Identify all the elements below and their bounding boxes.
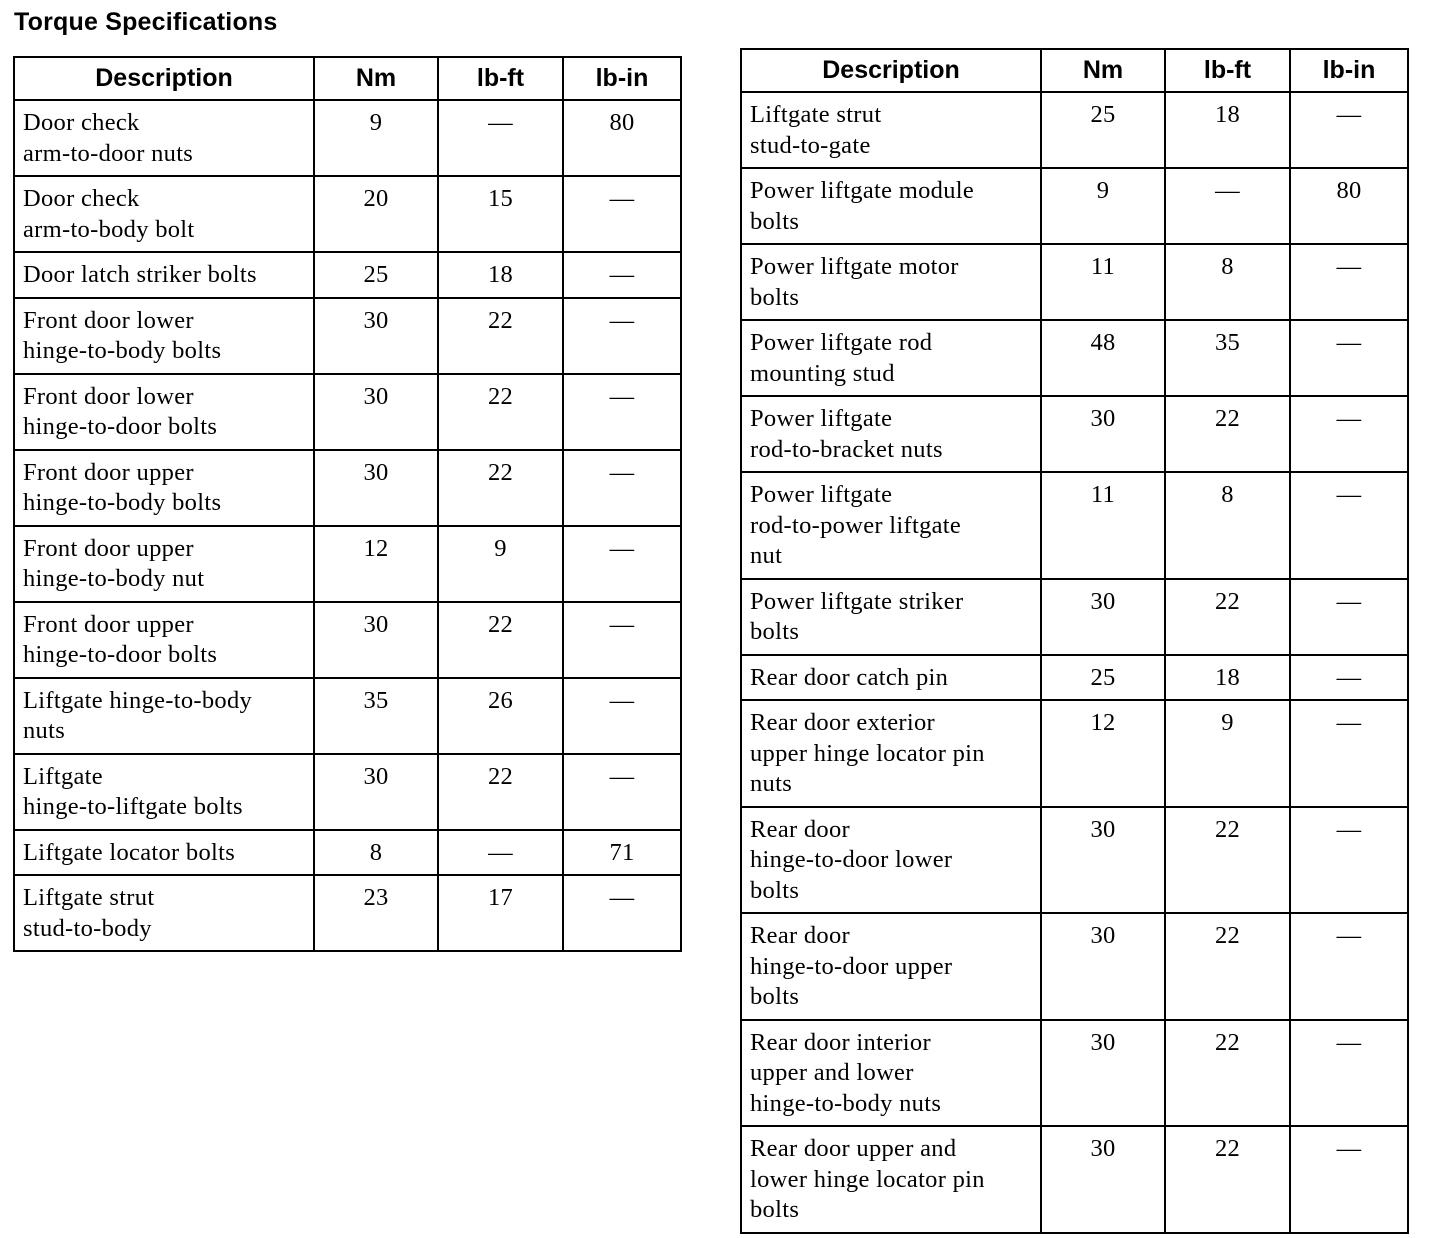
lbft-cell: 18: [1165, 655, 1290, 701]
nm-cell: 12: [314, 526, 438, 602]
table-row: [14, 754, 681, 830]
table-row: [14, 526, 681, 602]
lbin-cell: 80: [1290, 168, 1408, 244]
column-header-lbft: lb-ft: [1165, 49, 1290, 92]
lbin-cell: —: [1290, 807, 1408, 914]
lbft-cell: 22: [1165, 579, 1290, 655]
lbft-cell: 15: [438, 176, 563, 252]
lbin-cell: 71: [563, 830, 681, 876]
lbin-cell: —: [563, 526, 681, 602]
description-line: bolts: [750, 876, 800, 904]
description-cell: [14, 100, 314, 176]
description-line: hinge-to-body bolts: [23, 489, 222, 516]
description-line: bolts: [750, 983, 800, 1010]
column-header-description: Description: [14, 57, 314, 100]
description-line: Power liftgate module: [750, 177, 975, 204]
lbin-cell: —: [1290, 1126, 1408, 1233]
nm-cell: 11: [1041, 244, 1165, 320]
description-line: hinge-to-body bolts: [23, 337, 222, 364]
description-line: bolts: [750, 207, 800, 235]
description-cell: [741, 244, 1041, 320]
nm-cell: 25: [1041, 655, 1165, 701]
lbft-cell: 22: [438, 450, 563, 526]
nm-cell: 8: [314, 830, 438, 876]
description-line: Liftgate: [23, 762, 103, 790]
torque-table-right: [740, 48, 1409, 1234]
description-cell: [14, 754, 314, 830]
description-cell: [741, 320, 1041, 396]
table-header-row: [741, 49, 1408, 92]
lbin-cell: —: [1290, 472, 1408, 579]
table-row: [741, 579, 1408, 655]
torque-table-left: [13, 56, 682, 952]
lbft-cell: 22: [1165, 396, 1290, 472]
table-row: [14, 252, 681, 298]
description-line: hinge-to-body nuts: [750, 1089, 942, 1117]
lbin-cell: —: [1290, 655, 1408, 701]
description-line: Rear door catch pin: [750, 663, 949, 691]
lbin-cell: 80: [563, 100, 681, 176]
description-cell: [14, 830, 314, 876]
column-header-nm: Nm: [1041, 49, 1165, 92]
lbft-cell: 22: [1165, 807, 1290, 914]
description-line: Door check: [23, 109, 140, 136]
nm-cell: 20: [314, 176, 438, 252]
description-line: Front door lower: [23, 306, 194, 334]
description-line: hinge-to-door bolts: [23, 413, 218, 440]
description-line: Power liftgate: [750, 481, 893, 508]
description-line: nuts: [23, 717, 66, 744]
lbft-cell: 22: [1165, 1020, 1290, 1127]
nm-cell: 35: [314, 678, 438, 754]
description-line: Front door upper: [23, 458, 194, 486]
nm-cell: 30: [1041, 1126, 1165, 1233]
lbft-cell: 8: [1165, 472, 1290, 579]
column-header-lbft: lb-ft: [438, 57, 563, 100]
nm-cell: 30: [314, 754, 438, 830]
lbft-cell: 22: [1165, 1126, 1290, 1233]
lbft-cell: 26: [438, 678, 563, 754]
description-line: hinge-to-liftgate bolts: [23, 793, 243, 820]
lbin-cell: —: [563, 754, 681, 830]
lbin-cell: —: [563, 602, 681, 678]
description-cell: [741, 579, 1041, 655]
table-row: [14, 298, 681, 374]
description-cell: [741, 168, 1041, 244]
lbin-cell: —: [1290, 320, 1408, 396]
description-cell: [14, 374, 314, 450]
description-cell: [14, 678, 314, 754]
description-line: bolts: [750, 1196, 800, 1223]
lbft-cell: 22: [438, 602, 563, 678]
nm-cell: 30: [1041, 807, 1165, 914]
nm-cell: 25: [1041, 92, 1165, 168]
nm-cell: 30: [314, 374, 438, 450]
nm-cell: 12: [1041, 700, 1165, 807]
description-line: hinge-to-door upper: [750, 952, 953, 980]
description-cell: [14, 176, 314, 252]
description-line: rod-to-bracket nuts: [750, 435, 943, 463]
description-cell: [14, 526, 314, 602]
description-line: upper hinge locator pin: [750, 739, 985, 767]
table-row: [14, 678, 681, 754]
description-line: hinge-to-door lower: [750, 846, 953, 873]
lbft-cell: 22: [1165, 913, 1290, 1020]
description-line: nut: [750, 542, 783, 569]
table-row: [741, 1020, 1408, 1127]
nm-cell: 30: [1041, 913, 1165, 1020]
description-cell: [14, 602, 314, 678]
description-line: bolts: [750, 618, 800, 645]
table-row: [741, 320, 1408, 396]
description-line: Front door upper: [23, 610, 194, 638]
description-cell: [741, 472, 1041, 579]
table-row: [741, 913, 1408, 1020]
column-header-description: Description: [741, 49, 1041, 92]
description-line: Door latch striker bolts: [23, 261, 257, 288]
description-cell: [741, 655, 1041, 701]
table-body: [741, 92, 1408, 1233]
description-line: Front door lower: [23, 382, 194, 410]
description-line: hinge-to-body nut: [23, 565, 205, 592]
table-row: [741, 807, 1408, 914]
table-row: [14, 176, 681, 252]
nm-cell: 23: [314, 875, 438, 951]
lbin-cell: —: [563, 252, 681, 298]
table-header-row: [14, 57, 681, 100]
description-line: stud-to-body: [23, 914, 152, 942]
description-line: Front door upper: [23, 534, 194, 562]
nm-cell: 11: [1041, 472, 1165, 579]
description-cell: [14, 252, 314, 298]
description-line: stud-to-gate: [750, 131, 871, 159]
lbin-cell: —: [1290, 700, 1408, 807]
lbin-cell: —: [563, 374, 681, 450]
description-cell: [741, 913, 1041, 1020]
table-row: [14, 602, 681, 678]
table-row: [741, 396, 1408, 472]
description-line: Door check: [23, 185, 140, 212]
description-line: Rear door upper and: [750, 1135, 957, 1162]
lbin-cell: —: [563, 298, 681, 374]
lbft-cell: 9: [438, 526, 563, 602]
description-line: Liftgate locator bolts: [23, 838, 236, 866]
lbin-cell: —: [1290, 92, 1408, 168]
description-cell: [14, 875, 314, 951]
lbin-cell: —: [563, 450, 681, 526]
description-cell: [741, 1126, 1041, 1233]
description-line: Power liftgate rod: [750, 329, 933, 356]
lbft-cell: 35: [1165, 320, 1290, 396]
description-line: bolts: [750, 283, 800, 311]
lbft-cell: 18: [1165, 92, 1290, 168]
table-row: [741, 472, 1408, 579]
description-cell: [741, 807, 1041, 914]
description-line: Rear door: [750, 922, 850, 949]
lbin-cell: —: [1290, 913, 1408, 1020]
lbin-cell: —: [563, 176, 681, 252]
description-cell: [741, 1020, 1041, 1127]
nm-cell: 30: [1041, 1020, 1165, 1127]
lbft-cell: —: [438, 830, 563, 876]
column-header-lbin: lb-in: [1290, 49, 1408, 92]
column-header-nm: Nm: [314, 57, 438, 100]
table-row: [741, 168, 1408, 244]
nm-cell: 30: [1041, 579, 1165, 655]
description-cell: [14, 298, 314, 374]
description-line: nuts: [750, 770, 793, 797]
lbin-cell: —: [1290, 1020, 1408, 1127]
description-cell: [741, 700, 1041, 807]
nm-cell: 30: [314, 602, 438, 678]
table-row: [741, 655, 1408, 701]
description-line: Power liftgate striker: [750, 587, 964, 615]
description-line: Liftgate hinge-to-body: [23, 686, 253, 714]
description-line: Rear door: [750, 815, 850, 843]
nm-cell: 9: [314, 100, 438, 176]
lbft-cell: 9: [1165, 700, 1290, 807]
description-cell: [741, 92, 1041, 168]
table-row: [14, 374, 681, 450]
table-row: [14, 875, 681, 951]
description-line: rod-to-power liftgate: [750, 511, 962, 539]
description-line: Liftgate strut: [750, 101, 882, 128]
table-body: [14, 100, 681, 951]
column-header-lbin: lb-in: [563, 57, 681, 100]
description-line: Rear door interior: [750, 1028, 931, 1056]
description-line: lower hinge locator pin: [750, 1165, 985, 1193]
lbft-cell: —: [1165, 168, 1290, 244]
nm-cell: 30: [314, 298, 438, 374]
description-line: Rear door exterior: [750, 709, 935, 736]
description-line: hinge-to-door bolts: [23, 641, 218, 668]
lbft-cell: 8: [1165, 244, 1290, 320]
lbin-cell: —: [563, 678, 681, 754]
table-row: [14, 450, 681, 526]
table-row: [741, 92, 1408, 168]
description-line: mounting stud: [750, 359, 895, 387]
table-row: [741, 244, 1408, 320]
lbft-cell: 17: [438, 875, 563, 951]
lbft-cell: —: [438, 100, 563, 176]
lbin-cell: —: [1290, 579, 1408, 655]
nm-cell: 30: [1041, 396, 1165, 472]
table-row: [14, 100, 681, 176]
lbft-cell: 22: [438, 754, 563, 830]
table-row: [14, 830, 681, 876]
table-row: [741, 700, 1408, 807]
lbft-cell: 22: [438, 374, 563, 450]
description-line: upper and lower: [750, 1059, 914, 1086]
lbin-cell: —: [563, 875, 681, 951]
description-line: arm-to-door nuts: [23, 139, 194, 167]
nm-cell: 25: [314, 252, 438, 298]
lbin-cell: —: [1290, 244, 1408, 320]
lbin-cell: —: [1290, 396, 1408, 472]
nm-cell: 30: [314, 450, 438, 526]
description-cell: [741, 396, 1041, 472]
description-line: Power liftgate motor: [750, 253, 959, 280]
page-title: Torque Specifications: [14, 8, 278, 36]
description-line: Liftgate strut: [23, 884, 155, 911]
lbft-cell: 22: [438, 298, 563, 374]
description-line: arm-to-body bolt: [23, 215, 195, 243]
description-cell: [14, 450, 314, 526]
nm-cell: 48: [1041, 320, 1165, 396]
nm-cell: 9: [1041, 168, 1165, 244]
table-row: [741, 1126, 1408, 1233]
lbft-cell: 18: [438, 252, 563, 298]
description-line: Power liftgate: [750, 405, 893, 432]
